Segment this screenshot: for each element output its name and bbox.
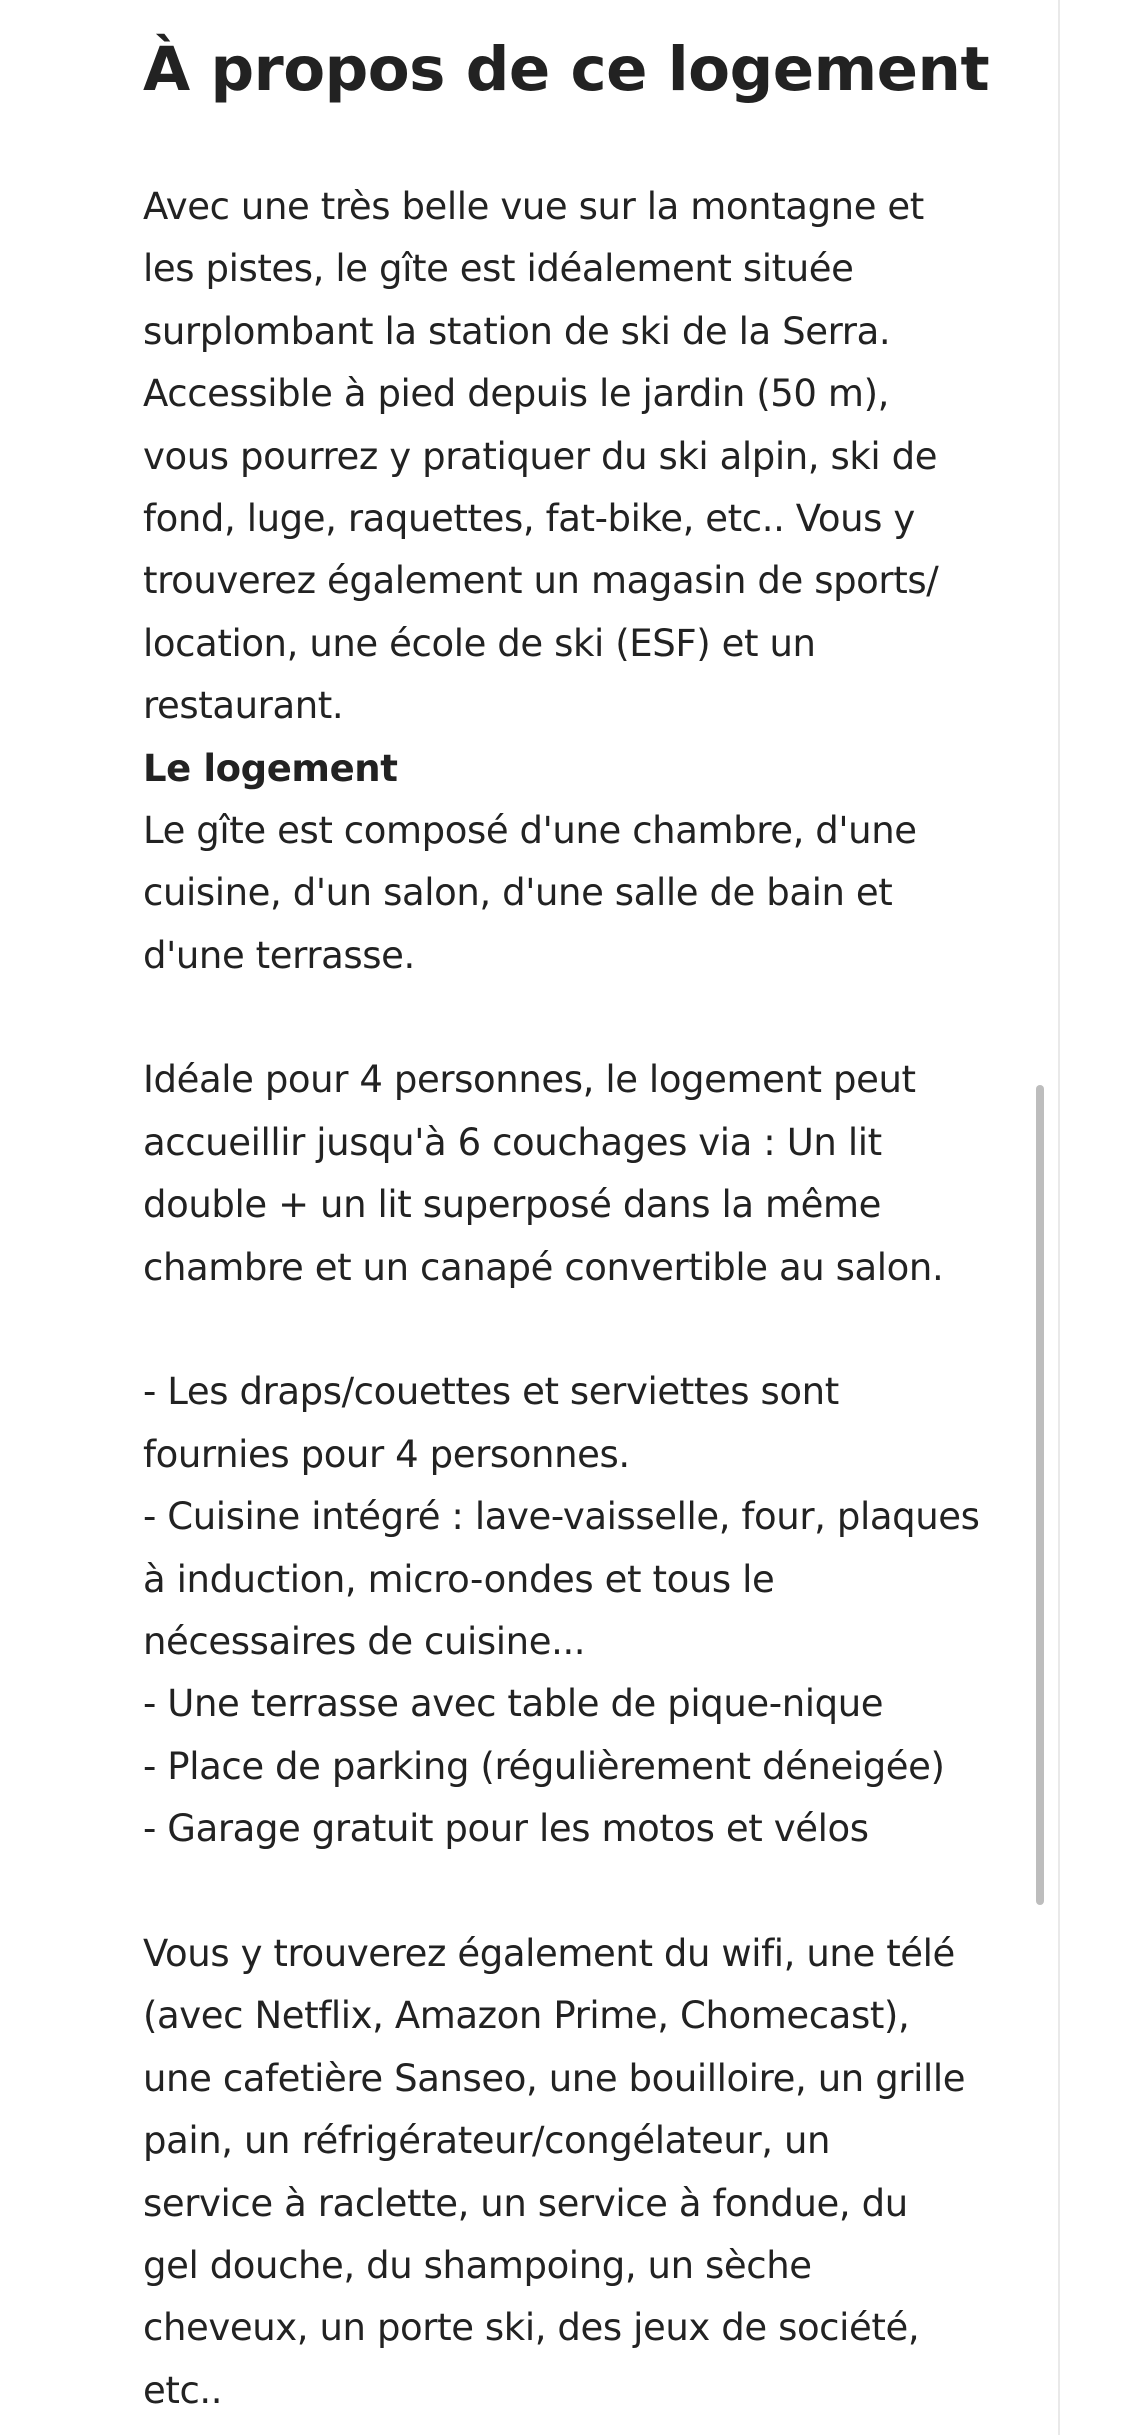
- amenity-line: - Cuisine intégré : lave-vaisselle, four, plaques: [143, 1495, 980, 1539]
- amenity-line: - Place de parking (régulièrement déneigée): [143, 1744, 945, 1788]
- description-line: Accessible à pied depuis le jardin (50 m),: [143, 372, 889, 416]
- description-line: fond, luge, raquettes, fat-bike, etc.. Vous y: [143, 496, 915, 540]
- description-line: les pistes, le gîte est idéalement située: [143, 247, 854, 291]
- description-line: gel douche, du shampoing, un sèche: [143, 2243, 812, 2287]
- description-line: Idéale pour 4 personnes, le logement peut: [143, 1058, 916, 1102]
- description-line: surplombant la station de ski de la Serra.: [143, 309, 891, 353]
- description-line: cheveux, un porte ski, des jeux de société,: [143, 2306, 920, 2350]
- description-line: service à raclette, un service à fondue, du: [143, 2181, 908, 2225]
- section-title: À propos de ce logement: [143, 34, 990, 105]
- description-line: Vous y trouverez également du wifi, une télé: [143, 1931, 955, 1975]
- description-line: location, une école de ski (ESF) et un: [143, 621, 816, 665]
- amenity-line: - Une terrasse avec table de pique-nique: [143, 1682, 884, 1726]
- scrollbar-thumb[interactable]: [1036, 1085, 1044, 1905]
- description-line: trouverez également un magasin de sports/: [143, 559, 939, 603]
- description-line: d'une terrasse.: [143, 933, 415, 977]
- amenity-line: nécessaires de cuisine...: [143, 1619, 586, 1663]
- description-line: double + un lit superposé dans la même: [143, 1183, 882, 1227]
- content-edge-divider: [1058, 0, 1060, 2435]
- description-line: vous pourrez y pratiquer du ski alpin, ski de: [143, 434, 938, 478]
- description-line: chambre et un canapé convertible au salon.: [143, 1245, 944, 1289]
- amenity-line: - Les draps/couettes et serviettes sont: [143, 1370, 839, 1414]
- amenity-line: à induction, micro-ondes et tous le: [143, 1557, 775, 1601]
- description-line: cuisine, d'un salon, d'une salle de bain et: [143, 871, 893, 915]
- description-line: (avec Netflix, Amazon Prime, Chomecast),: [143, 1994, 910, 2038]
- description-text: [143, 176, 1023, 2422]
- subheading-le-logement: Le logement: [143, 746, 398, 790]
- description-line: restaurant.: [143, 684, 344, 728]
- amenity-line: fournies pour 4 personnes.: [143, 1432, 630, 1476]
- amenity-line: - Garage gratuit pour les motos et vélos: [143, 1807, 869, 1851]
- description-line: etc..: [143, 2368, 223, 2412]
- description-line: une cafetière Sanseo, une bouilloire, un grille: [143, 2056, 966, 2100]
- description-line: Le gîte est composé d'une chambre, d'une: [143, 808, 917, 852]
- paragraph-spacer: [143, 1861, 1023, 1923]
- description-line: accueillir jusqu'à 6 couchages via : Un lit: [143, 1120, 882, 1164]
- description-line: Avec une très belle vue sur la montagne et: [143, 185, 924, 228]
- paragraph-spacer: [143, 1299, 1023, 1361]
- description-line: pain, un réfrigérateur/congélateur, un: [143, 2119, 831, 2163]
- paragraph-spacer: [143, 987, 1023, 1049]
